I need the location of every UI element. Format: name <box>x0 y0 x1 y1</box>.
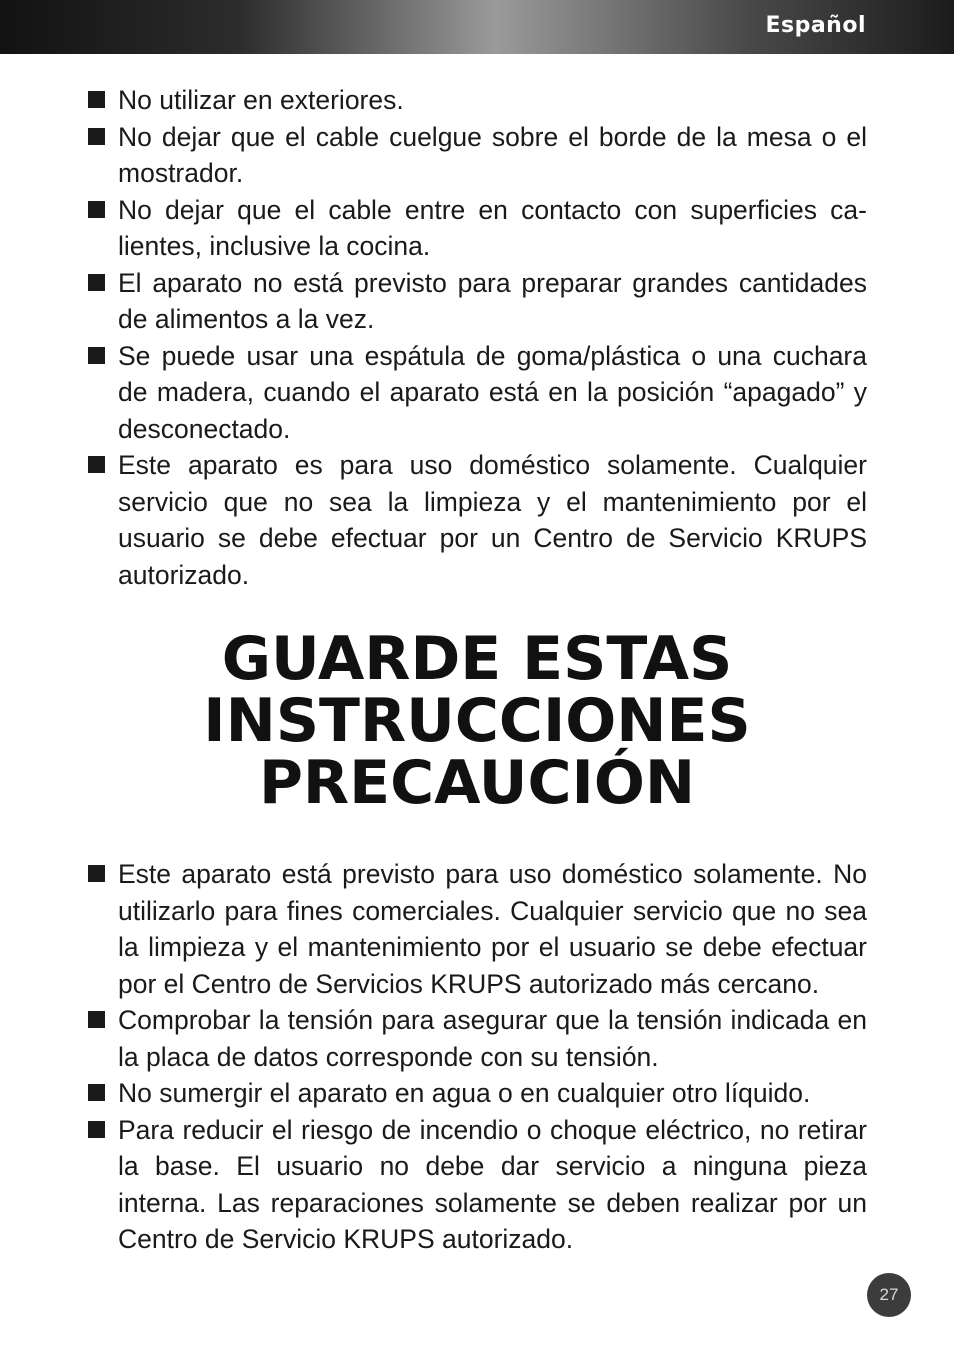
square-bullet-icon <box>88 1121 105 1138</box>
heading-line-3: PRECAUCIÓN <box>258 748 696 818</box>
list-item <box>88 265 867 338</box>
list-item-text: Comprobar la tensión para asegurar que la tensión indicada en la placa de datos corresponde con su tensión. <box>118 1005 867 1072</box>
square-bullet-icon <box>88 201 105 218</box>
square-bullet-icon <box>88 274 105 291</box>
list-item-text: No dejar que el cable cuelgue sobre el borde de la mesa o el mostrador. <box>118 121 867 188</box>
list-item <box>88 82 867 119</box>
square-bullet-icon <box>88 1084 105 1101</box>
list-item <box>88 338 867 448</box>
list-item <box>88 192 867 265</box>
safety-list-top <box>88 82 867 593</box>
list-item <box>88 119 867 192</box>
square-bullet-icon <box>88 456 105 473</box>
list-item <box>88 1002 867 1075</box>
list-item-text: Este aparato está previsto para uso doméstico solamente. No utilizarlo para fines comerciales. Cualquier servicio que no sea la limpieza y el mantenimiento por el usuario se debe efectuar por el Centro de Servicios KRUPS autorizado más cercano. <box>118 859 867 999</box>
square-bullet-icon <box>88 128 105 145</box>
square-bullet-icon <box>88 1011 105 1028</box>
heading-line-2: INSTRUCCIONES <box>203 686 751 756</box>
list-item-text: Para reducir el riesgo de incendio o choque eléctrico, no retirar la base. El usuario no debe dar servicio a ninguna pieza interna. Las reparaciones solamente se deben realizar por un Centro de Servicio KRUPS autorizado. <box>118 1114 867 1254</box>
language-label: Español <box>765 13 866 38</box>
caution-list <box>88 856 867 1258</box>
list-item-text: No utilizar en exteriores. <box>118 85 404 115</box>
list-item-text: Se puede usar una espátula de goma/plástica o una cuchara de madera, cuando el aparato está en la posición “apagado” y desconectado. <box>118 340 867 444</box>
list-item-text: No sumergir el aparato en agua o en cualquier otro líquido. <box>118 1078 811 1108</box>
heading-line-1: GUARDE ESTAS <box>221 624 733 694</box>
list-item <box>88 447 867 593</box>
square-bullet-icon <box>88 865 105 882</box>
section-heading <box>0 624 954 818</box>
header-bar <box>0 0 954 54</box>
square-bullet-icon <box>88 91 105 108</box>
list-item <box>88 856 867 1002</box>
square-bullet-icon <box>88 347 105 364</box>
list-item-text: El aparato no está previsto para preparar grandes cantidades de alimentos a la vez. <box>118 267 867 334</box>
list-item <box>88 1112 867 1258</box>
list-item-text: Este aparato es para uso doméstico solamente. Cualquier servicio que no sea la limpieza y el mantenimiento por el usuario se debe efectuar por un Centro de Servicio KRUPS autorizado. <box>118 450 867 590</box>
page-number-badge: 27 <box>867 1273 911 1317</box>
list-item-text: No dejar que el cable entre en contacto con superficies ca- lientes, inclusive la cocina. <box>118 194 867 261</box>
list-item <box>88 1075 867 1112</box>
